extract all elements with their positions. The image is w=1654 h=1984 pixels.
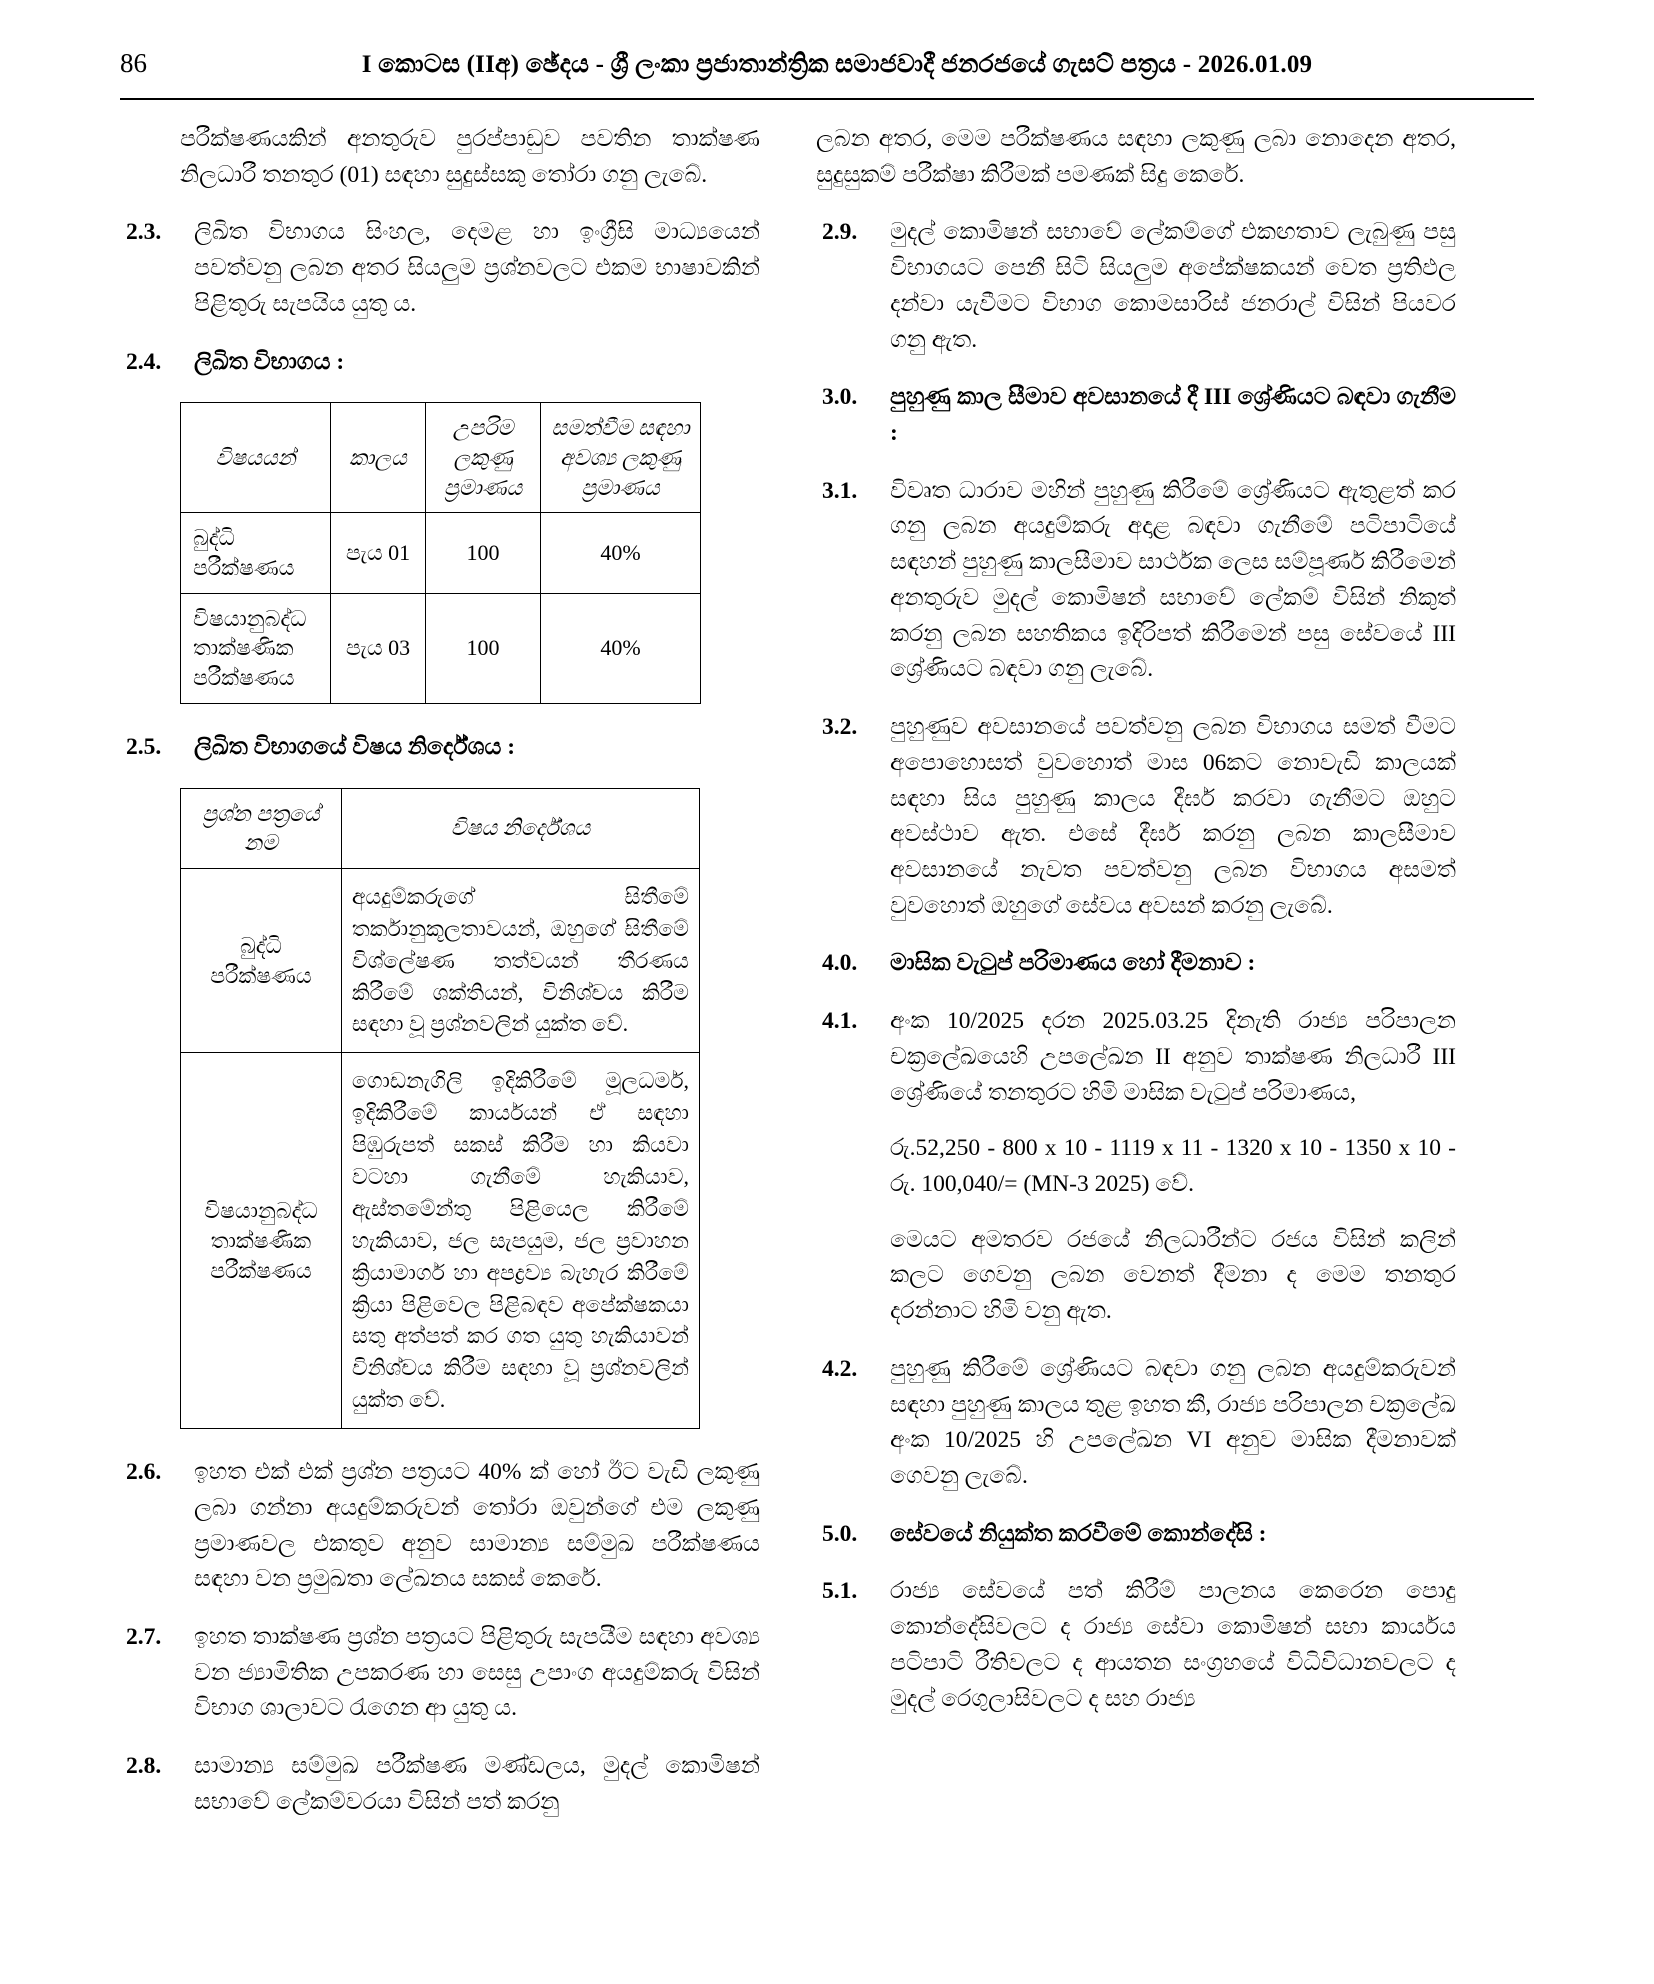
clause-number: 3.1.: [822, 477, 858, 504]
cell-duration: පැය 01: [331, 513, 426, 593]
left-column: [120, 122, 760, 1932]
clause-number: 3.0.: [822, 384, 858, 411]
clause-text: ලිඛිත විභාගය සිංහල, දෙමළ හා ඉංග්‍රීසි මාධ්‍යයෙන් පවත්වනු ලබන අතර සියලුම ප්‍රශ්නවලට එකම භාෂාවකින් පිළිතුරු සැපයිය යුතු ය.: [194, 219, 760, 317]
clause-text: අංක 10/2025 දරන 2025.03.25 දිනැති රාජ්‍ය පරිපාලන චක්‍රලේඛයෙහි උපලේඛන II අනුව තාක්ෂණ නිලධාරී III ශ්‍රේණියේ තනතුරට හිමි මාසික වැටුප් පරිමාණය,: [890, 1008, 1456, 1106]
cell-max-marks: 100: [426, 513, 541, 593]
cell-syllabus: ගොඩනැගිලි ඉදිකිරීමේ මූලධර්ම, ඉදිකිරීමේ කාර්යයන් ඒ සඳහා පිඹුරුපත් සකස් කිරීම හා කියවා වටහා ගැනීමේ හැකියාව, ඇස්තමේන්තු පිළියෙල කිරීමේ හැකියාව, ජල සැපයුම, ජල ප්‍රවාහන ක්‍රියාමාර්ග හා අපද්‍රව්‍ය බැහැර කිරීමේ ක්‍රියා පිළිවෙල පිළිබඳව අපේක්ෂකයා සතු අත්පත් කර ගත යුතු හැකියාවන් විනිශ්චය කිරීම සඳහා වූ ප්‍රශ්නවලින් යුක්ත වේ.: [341, 1053, 699, 1429]
clause-number: 5.0.: [822, 1520, 858, 1547]
clause-number: 2.9.: [822, 219, 858, 246]
col-header-max-marks: උපරිම ලකුණු ප්‍රමාණය: [426, 403, 541, 513]
header-divider-rule: [120, 98, 1534, 100]
cell-paper-name: බුද්ධි පරීක්ෂණය: [181, 868, 342, 1052]
table-header-row: [181, 403, 701, 513]
clause-2-4: [120, 345, 760, 381]
table-row: [181, 593, 701, 703]
table-row: [181, 1053, 700, 1429]
clause-text: පුහුණුව අවසානයේ පවත්වනු ලබන විභාගය සමත් වීමට අපොහොසත් වුවහොත් මාස 06කට නොවැඩි කාලයක් සඳහා සිය පුහුණු කාලය දීර්ඝ කරවා ගැනීමට ඔහුට අවස්ථාව ඇත. එසේ දීර්ඝ කරනු ලබන කාලසීමාව අවසානයේ නැවත පවත්වනු ලබන විභාගය අසමත් වුවහොත් ඔහුගේ සේවය අවසන් කරනු ලැබේ.: [890, 714, 1456, 919]
written-exam-table: [180, 402, 701, 704]
cell-max-marks: 100: [426, 593, 541, 703]
clause-5-0: [816, 1517, 1456, 1553]
clause-text: මුදල් කොමිෂන් සභාවේ ලේකම්ගේ එකඟතාව ලැබුණු පසු විභාගයට පෙනී සිටි සියලුම අපේක්ෂකයන් වෙත ප්‍රතිඵල දන්වා යැවීමට විභාග කොමසාරිස් ජනරාල් විසින් පියවර ගනු ඇත.: [890, 219, 1456, 353]
table-row: [181, 868, 700, 1052]
clause-2-9: [816, 215, 1456, 358]
two-column-body: [120, 122, 1534, 1932]
clause-text: පුහුණු කාල සීමාව අවසානයේ දී III ශ්‍රේණියට බඳවා ගැනීම :: [890, 384, 1456, 447]
clause-4-2: [816, 1352, 1456, 1495]
clause-2-7: [120, 1620, 760, 1727]
clause-3-2: [816, 710, 1456, 924]
clause-2-6: [120, 1455, 760, 1598]
col-header-duration: කාලය: [331, 403, 426, 513]
continued-paragraph-right: ලබන අතර, මෙම පරීක්ෂණය සඳහා ලකුණු ලබා නොදෙන අතර, සුදුසුකම් පරීක්ෂා කිරීමක් පමණක් සිදු කෙරේ.: [816, 126, 1456, 188]
cell-duration: පැය 03: [331, 593, 426, 703]
cell-syllabus: අයදුම්කරුගේ සිතීමේ තර්කානුකූලතාවයන්, ඔහුගේ සිතීමේ විශ්ලේෂණ තත්වයන් තීරණය කිරීමේ ශක්තියන්, විනිශ්චය කිරීම සඳහා වූ ප්‍රශ්නවලින් යුක්ත වේ.: [341, 868, 699, 1052]
clause-text: විවෘත ධාරාව මහින් පුහුණු කිරීමේ ශ්‍රේණියට ඇතුළත් කර ගනු ලබන අයදුම්කරු අදාළ බඳවා ගැනීමේ පටිපාටියේ සඳහන් පුහුණු කාලසීමාව සාර්ථක ලෙස සම්පූර්ණ කිරීමෙන් අනතුරුව මුදල් කොමිෂන් සභාවේ ලේකම් විසින් නිකුත් කරනු ලබන සහතිකය ඉදිරිපත් කිරීමෙන් පසු සේවයේ III ශ්‍රේණියට බඳවා ගනු ලැබේ.: [890, 477, 1456, 683]
right-column: [816, 122, 1456, 1932]
clause-2-8: [120, 1749, 760, 1820]
clause-number: 3.2.: [822, 714, 858, 741]
cell-pass-marks: 40%: [541, 593, 701, 703]
clause-number: 2.7.: [126, 1624, 162, 1651]
table-header-row: [181, 788, 700, 868]
clause-number: 5.1.: [822, 1578, 858, 1605]
clause-number: 2.3.: [126, 219, 162, 246]
clause-text: ඉහත එක් එක් ප්‍රශ්න පත්‍රයට 40% ක් හෝ ඊට වැඩි ලකුණු ලබා ගන්නා අයදුම්කරුවන් තෝරා ඔවුන්ගේ එම ලකුණු ප්‍රමාණවල එකතුව අනුව සාමාන්‍ය සම්මුඛ පරීක්ෂණය සඳහා වන ප්‍රමුඛතා ලේඛනය සකස් කෙරේ.: [194, 1459, 760, 1593]
clause-4-0: [816, 946, 1456, 982]
salary-scale-text: රු.52,250 - 800 x 10 - 1119 x 11 - 1320 x 10 - 1350 x 10 - රු. 100,040/= (MN-3 2025) වේ.: [890, 1135, 1456, 1197]
clause-number: 2.4.: [126, 348, 162, 375]
col-header-pass-marks: සමත්වීම සඳහා අවශ්‍ය ලකුණු ප්‍රමාණය: [541, 403, 701, 513]
clause-3-0: [816, 380, 1456, 451]
clause-number: 2.5.: [126, 733, 162, 760]
continued-paragraph-left: පරීක්ෂණයකින් අනතුරුව පුරප්පාඩුව පවතින තාක්ෂණ නිලධාරී තනතුර (01) සඳහා සුදුස්සකු තෝරා ගනු ලැබේ.: [180, 126, 760, 188]
clause-text: සේවයේ නියුක්ත කරවීමේ කොන්දේසි :: [890, 1520, 1267, 1547]
clause-text: මාසික වැටුප් පරිමාණය හෝ දීමනාව :: [890, 950, 1256, 977]
clause-2-3: [120, 215, 760, 322]
allowance-note-text: මෙයට අමතරව රජයේ නිලධාරීන්ට රජය විසින් කලින් කලට ගෙවනු ලබන වෙනත් දීමනා ද මෙම තනතුර දරන්නාට හිමි වනු ඇත.: [890, 1226, 1456, 1325]
clause-text: ලිඛිත විභාගයේ විෂය නිර්දේශය :: [194, 733, 516, 760]
clause-text: ලිඛිත විභාගය :: [194, 348, 345, 375]
clause-text-group: [890, 1004, 1456, 1330]
page-number: 86: [120, 48, 147, 78]
cell-subject: විෂයානුබද්ධ තාක්ෂණික පරීක්ෂණය: [181, 593, 331, 703]
col-header-paper-name: ප්‍රශ්න පත්‍රයේ නම: [181, 788, 342, 868]
clause-number: 4.2.: [822, 1355, 858, 1382]
clause-text: ඉහත තාක්ෂණ ප්‍රශ්න පත්‍රයට පිළිතුරු සැපයීම සඳහා අවශ්‍ය වන ජ්‍යාමිතික උපකරණ හා සෙසු උපාංග අයදුම්කරු විසින් විභාග ශාලාවට රැගෙන ආ යුතු ය.: [194, 1624, 760, 1722]
col-header-subjects: විෂයයන්: [181, 403, 331, 513]
clause-2-5: [120, 730, 760, 766]
clause-number: 4.0.: [822, 950, 858, 977]
clause-number: 2.6.: [126, 1459, 162, 1486]
clause-4-1: [816, 1004, 1456, 1330]
clause-text: සාමාන්‍ය සම්මුඛ පරීක්ෂණ මණ්ඩලය, මුදල් කොමිෂන් සභාවේ ලේකම්වරයා විසින් පත් කරනු: [194, 1753, 760, 1815]
gazette-header-title: I කොටස (IIඅ) ඡේදය - ශ්‍රී ලංකා ප්‍රජාතාන්ත්‍රික සමාජවාදී ජනරජයේ ගැසට් පත්‍රය - 2026.01.09: [361, 51, 1313, 78]
cell-pass-marks: 40%: [541, 513, 701, 593]
clause-3-1: [816, 474, 1456, 688]
cell-paper-name: විෂයානුබද්ධ තාක්ෂණික පරීක්ෂණය: [181, 1053, 342, 1429]
col-header-syllabus: විෂය නිර්දේශය: [341, 788, 699, 868]
table-row: [181, 513, 701, 593]
clause-text: රාජ්‍ය සේවයේ පත් කිරීම් පාලනය කෙරෙන පොදු කොන්දේසිවලට ද රාජ්‍ය සේවා කොමිෂන් සභා කාර්යය පටිපාටි රීතිවලට ද ආයතන සංග්‍රහයේ විධිවිධානවලට ද මුදල් රෙගුලාසිවලට ද සහ රාජ්‍ය: [890, 1578, 1456, 1712]
syllabus-table: [180, 788, 700, 1430]
clause-number: 2.8.: [126, 1753, 162, 1780]
clause-number: 4.1.: [822, 1008, 858, 1035]
clause-text: පුහුණු කිරීමේ ශ්‍රේණියට බඳවා ගනු ලබන අයදුම්කරුවන් සඳහා පුහුණු කාලය තුළ ඉහත කී, රාජ්‍ය පරිපාලන චක්‍රලේඛ අංක 10/2025 හි උපලේඛන VI අනුව මාසික දීමනාවක් ගෙවනු ලැබේ.: [890, 1355, 1456, 1489]
page-header: [120, 48, 1534, 88]
clause-5-1: [816, 1574, 1456, 1717]
cell-subject: බුද්ධි පරීක්ෂණය: [181, 513, 331, 593]
